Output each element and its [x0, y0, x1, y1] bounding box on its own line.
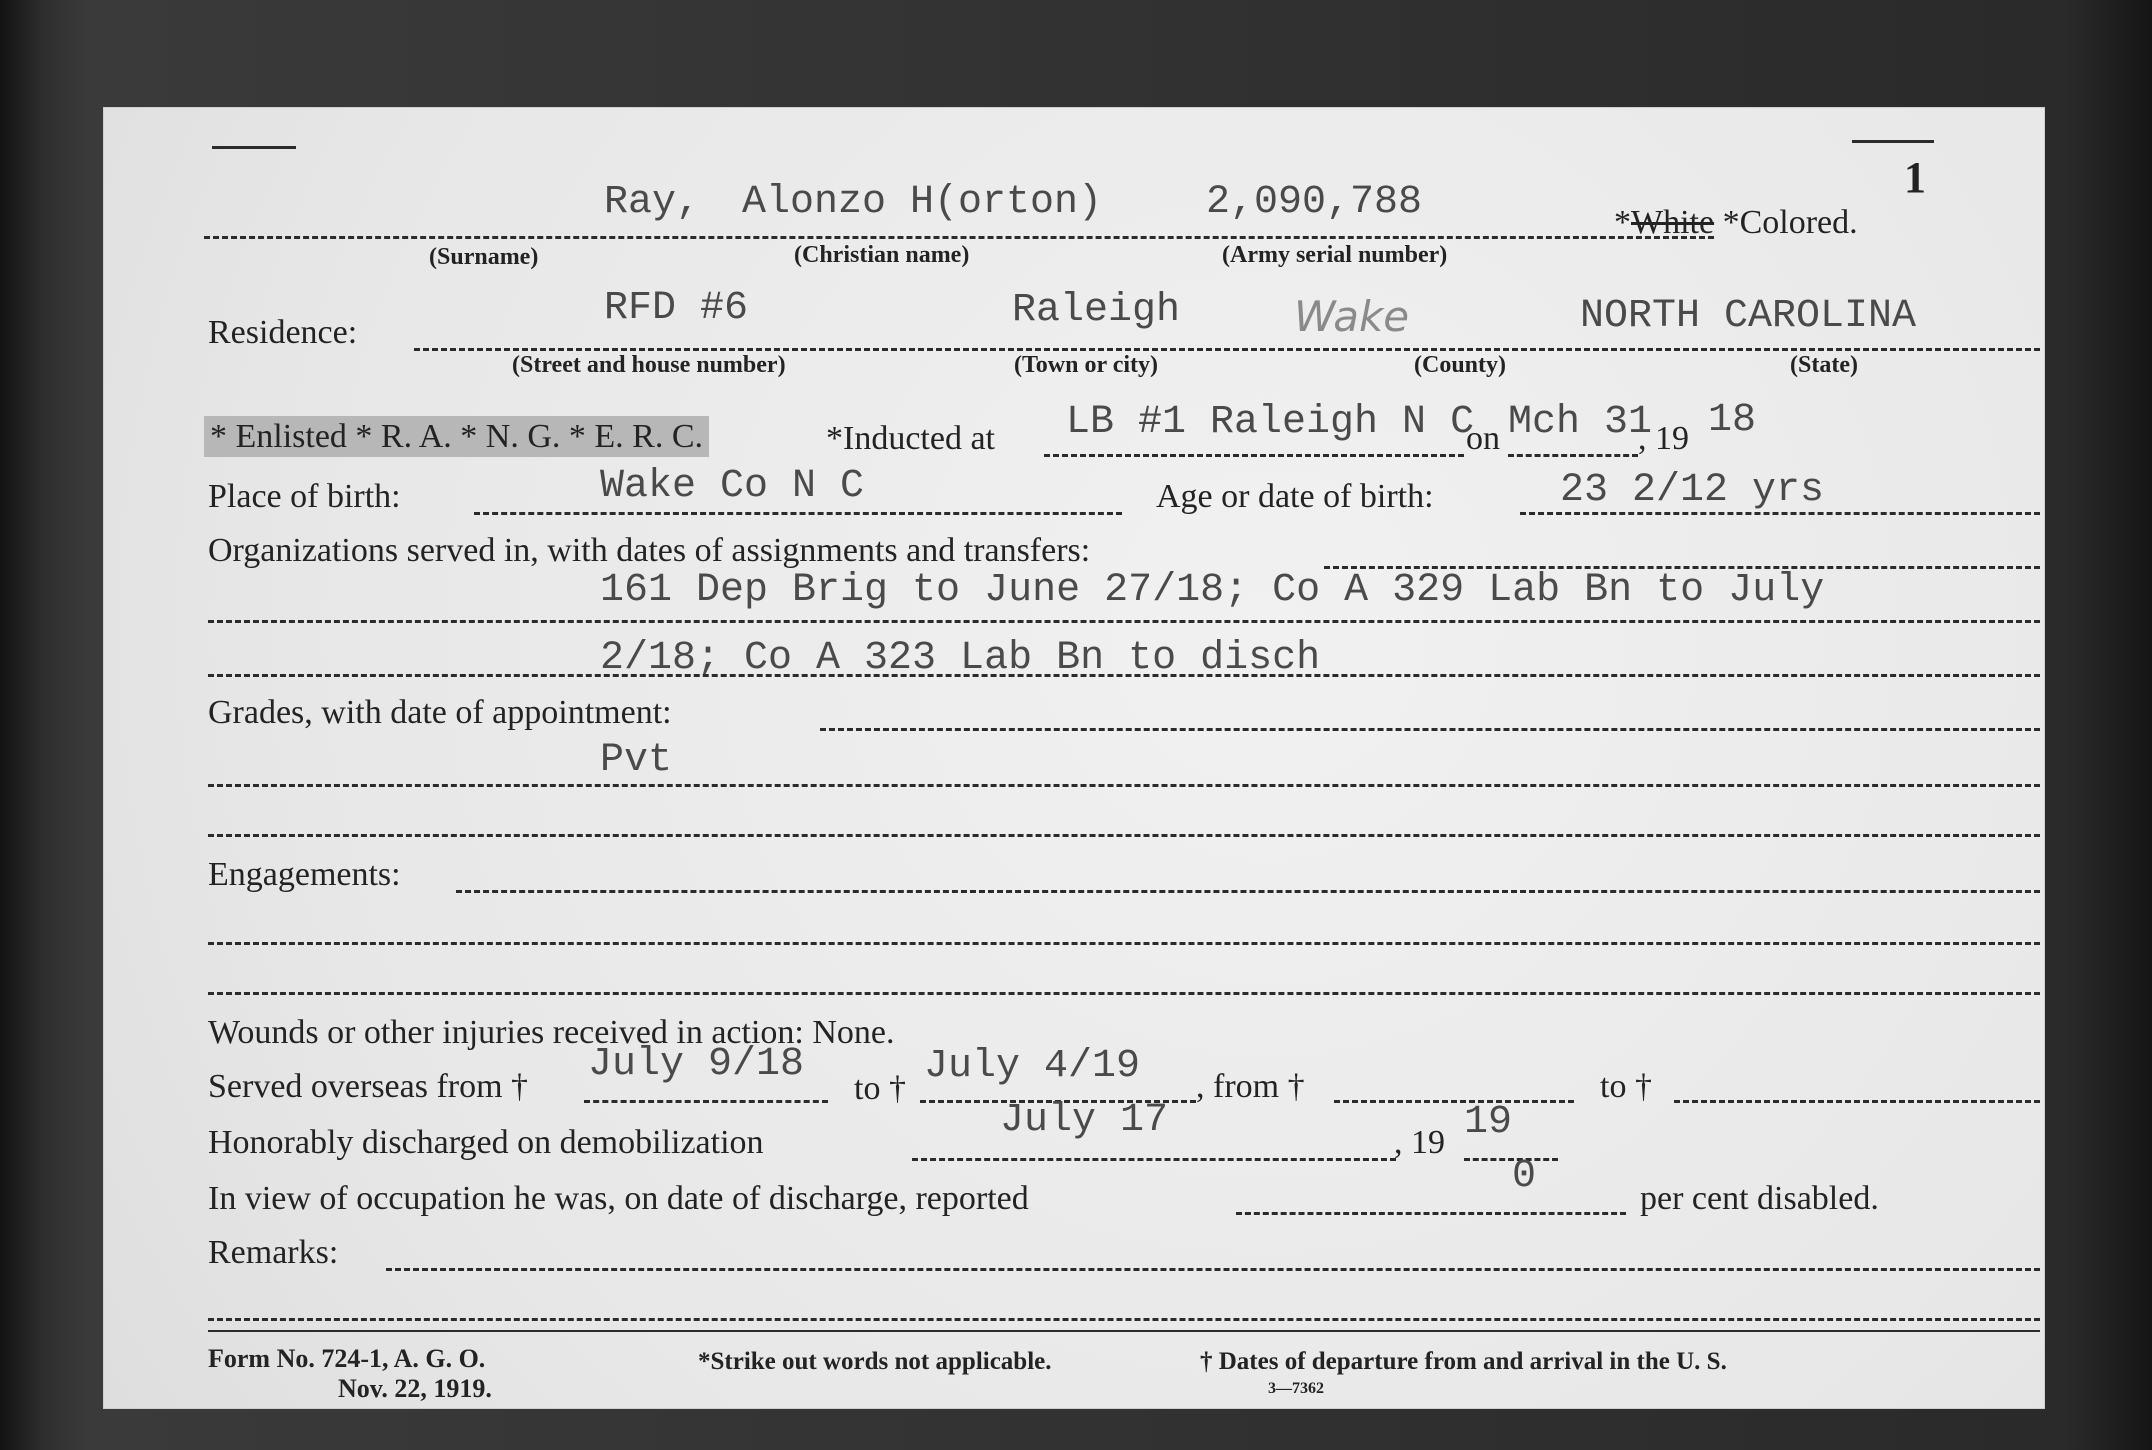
form-number: Form No. 724-1, A. G. O.: [208, 1344, 486, 1373]
card-number: 1: [1904, 153, 1926, 202]
inducted-label: *Inducted at: [826, 420, 995, 457]
christian-name-value: Alonzo H(orton): [742, 180, 1103, 225]
county-label: (County): [1414, 352, 1507, 378]
organizations-rule-1: [208, 620, 2040, 623]
street-label: (Street and house number): [512, 352, 786, 378]
race-star-1: *: [1614, 204, 1631, 241]
overseas-to-label: to †: [854, 1070, 906, 1107]
enlistment-options: [204, 418, 709, 456]
form-date: Nov. 22, 1919.: [338, 1374, 492, 1403]
residence-state: NORTH CAROLINA: [1580, 294, 1917, 339]
race-star-2: *: [1722, 204, 1740, 241]
induction-year-suffix: 18: [1708, 398, 1757, 443]
overseas-from-rule: [584, 1100, 828, 1103]
residence-street: RFD #6: [604, 286, 749, 331]
overseas-from-value: July 9/18: [588, 1042, 805, 1087]
discharge-year-rule: [1464, 1158, 1558, 1161]
organizations-label: Organizations served in, with dates of assignments and transfers:: [208, 532, 1091, 569]
age-value: 23 2/12 yrs: [1560, 468, 1825, 513]
engagements-rule-2: [208, 942, 2040, 945]
organizations-rule-2: [208, 674, 2040, 677]
serial-number-label: (Army serial number): [1222, 242, 1448, 268]
inducted-at-value: LB #1 Raleigh N C: [1066, 400, 1475, 445]
engagements-label: Engagements:: [208, 856, 401, 893]
print-code: 3—7362: [1268, 1380, 1324, 1397]
enlistment-options-struck: * Enlisted * R. A. * N. G. * E. R. C.: [204, 416, 709, 457]
induction-date-rule: [1508, 454, 1638, 457]
overseas-from2-rule: [1334, 1100, 1574, 1103]
engagements-rule-1: [456, 890, 2040, 893]
inducted-line-rule: [1044, 454, 1464, 457]
overseas-from2-label: , from †: [1196, 1068, 1305, 1105]
overseas-to-value: July 4/19: [924, 1044, 1141, 1089]
town-label: (Town or city): [1014, 352, 1158, 378]
on-label: on: [1466, 420, 1500, 457]
wounds-label: Wounds or other injuries received in action: None.: [208, 1014, 895, 1051]
service-record-card: [104, 108, 2044, 1408]
discharge-label: Honorably discharged on demobilization: [208, 1124, 764, 1161]
disability-value: 0: [1512, 1154, 1537, 1199]
surname-value: Ray,: [604, 180, 701, 225]
surname-label: (Surname): [429, 244, 539, 270]
state-label: (State): [1790, 352, 1858, 378]
place-of-birth-rule: [474, 512, 1122, 515]
organizations-line-1: 161 Dep Brig to June 27/18; Co A 329 Lab Bn to July: [600, 568, 1825, 613]
grades-label: Grades, with date of appointment:: [208, 694, 672, 731]
remarks-label: Remarks:: [208, 1234, 339, 1271]
grades-rule-1: [208, 784, 2040, 787]
name-line-rule: [204, 236, 1714, 239]
place-of-birth-label: Place of birth:: [208, 478, 401, 515]
engagements-rule-3: [208, 992, 2040, 995]
grades-label-rule: [820, 728, 2040, 731]
grades-value: Pvt: [600, 738, 673, 783]
remarks-rule-2: [208, 1318, 2040, 1321]
race-colored: Colored.: [1739, 204, 1858, 241]
remarks-rule-1: [386, 1268, 2040, 1271]
discharge-date-rule: [912, 1158, 1396, 1161]
disability-suffix: per cent disabled.: [1640, 1180, 1879, 1217]
dagger-note: † Dates of departure from and arrival in the U. S.: [1200, 1348, 1727, 1375]
top-right-rule: [1852, 140, 1934, 143]
residence-label: Residence:: [208, 314, 358, 351]
overseas-to2-rule: [1674, 1100, 2040, 1103]
grades-rule-2: [208, 834, 2040, 837]
remarks-rule-3: [208, 1330, 2040, 1332]
christian-name-label: (Christian name): [794, 242, 970, 268]
race-white: White: [1631, 204, 1715, 241]
race-options: [1614, 204, 1858, 242]
residence-county: Wake: [1294, 292, 1410, 341]
discharge-year-prefix: , 19: [1394, 1124, 1445, 1161]
disability-label: In view of occupation he was, on date of discharge, reported: [208, 1180, 1029, 1217]
induction-date: Mch 31: [1508, 400, 1653, 445]
disability-rule: [1236, 1212, 1626, 1215]
residence-town: Raleigh: [1012, 288, 1181, 333]
induction-year-prefix: , 19: [1638, 420, 1689, 457]
place-of-birth-value: Wake Co N C: [600, 464, 865, 509]
organizations-line-2: 2/18; Co A 323 Lab Bn to disch: [600, 636, 1321, 681]
discharge-year-suffix: 19: [1464, 1100, 1513, 1145]
serial-number-value: 2,090,788: [1206, 180, 1423, 225]
discharge-date: July 17: [1000, 1098, 1169, 1143]
overseas-label: Served overseas from †: [208, 1068, 529, 1105]
strike-note: *Strike out words not applicable.: [698, 1348, 1052, 1375]
top-left-rule: [212, 146, 296, 149]
overseas-to2-label: to †: [1600, 1068, 1652, 1105]
residence-line-rule: [414, 348, 2040, 351]
age-label: Age or date of birth:: [1156, 478, 1434, 515]
